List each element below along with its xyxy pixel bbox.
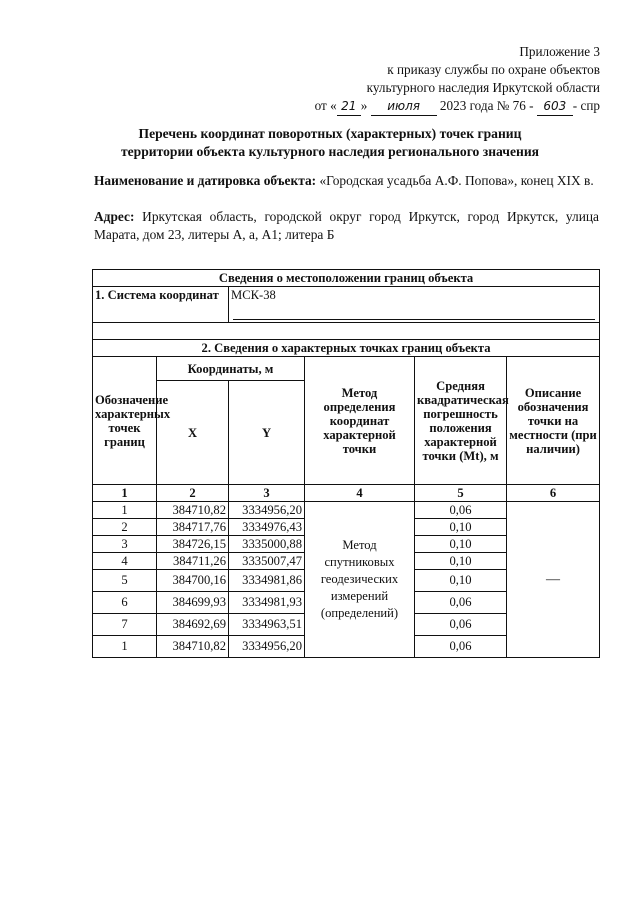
date-prefix: от « [314,98,337,113]
address-label: Адрес: [94,209,135,224]
x-cell: 384692,69 [157,614,229,636]
object-name [94,172,599,190]
col-x-header: X [157,381,229,485]
y-cell: 3335000,88 [229,536,305,553]
col-number: 2 [157,485,229,502]
col-error-header: Средняя квадратическая погрешность положения характерной точки (Mt), м [415,357,507,485]
order-suffix: - спр [572,98,600,113]
y-cell: 3335007,47 [229,553,305,570]
mt-cell: 0,10 [415,553,507,570]
appendix-header [315,43,600,116]
title-line-1: Перечень координат поворотных (характерных) точек границ [138,126,522,141]
spacer-cell [93,323,600,340]
title-line-2: территории объекта культурного наследия регионального значения [120,144,540,159]
mt-cell: 0,10 [415,519,507,536]
x-cell: 384726,15 [157,536,229,553]
system-value: МСК-38 [231,288,276,302]
y-cell: 3334976,43 [229,519,305,536]
object-name-value: «Городская усадьба А.Ф. Попова», конец XIX в. [319,173,594,188]
mt-cell: 0,10 [415,570,507,592]
col-number: 4 [305,485,415,502]
method-cell: Метод спутниковых геодезических измерений (определений) [305,502,415,658]
point-cell: 1 [93,636,157,658]
section1-title: Сведения о местоположении границ объекта [93,270,600,287]
handwritten-month: июля [371,97,437,116]
point-cell: 1 [93,502,157,519]
handwritten-number: 603 [537,97,573,116]
col-desc-header: Описание обозначения точки на местности (при наличии) [507,357,600,485]
col-number: 1 [93,485,157,502]
system-value-cell [229,287,600,323]
mt-cell: 0,06 [415,636,507,658]
x-cell: 384699,93 [157,592,229,614]
x-cell: 384700,16 [157,570,229,592]
address-value: Иркутская область, городской округ город Иркутск, город Иркутск, улица Марата, дом 23, литеры А, а, А1; литера Б [94,209,599,242]
mt-cell: 0,06 [415,502,507,519]
point-cell: 4 [93,553,157,570]
table-row [93,502,600,519]
col-number: 5 [415,485,507,502]
point-cell: 7 [93,614,157,636]
section1-row [93,270,600,287]
col-method-header: Метод определения координат характерной точки [305,357,415,485]
agency-line: культурного наследия Иркутской области [366,80,600,95]
x-cell: 384710,82 [157,636,229,658]
header-row-1 [93,357,600,381]
appendix-line: Приложение 3 [519,44,600,59]
col-y-header: Y [229,381,305,485]
y-cell: 3334963,51 [229,614,305,636]
spacer-row [93,323,600,340]
mt-cell: 0,06 [415,614,507,636]
section2-title: 2. Сведения о характерных точках границ объекта [93,340,600,357]
handwritten-day: 21 [337,97,361,116]
date-quote: » [360,98,368,113]
y-cell: 3334981,93 [229,592,305,614]
y-cell: 3334981,86 [229,570,305,592]
x-cell: 384711,26 [157,553,229,570]
coordinates-table [92,269,600,658]
mt-cell: 0,06 [415,592,507,614]
point-cell: 3 [93,536,157,553]
x-cell: 384717,76 [157,519,229,536]
point-cell: 5 [93,570,157,592]
col-point-header: Обозначение характерных точек границ [93,357,157,485]
order-date-line [315,97,600,116]
order-year: 2023 года № 76 - [439,98,534,113]
document-title [60,125,600,161]
col-number: 6 [507,485,600,502]
col-coords-header: Координаты, м [157,357,305,381]
object-address [94,208,599,244]
point-cell: 2 [93,519,157,536]
y-cell: 3334956,20 [229,636,305,658]
system-row [93,287,600,323]
y-cell: 3334956,20 [229,502,305,519]
col-number: 3 [229,485,305,502]
desc-cell: — [507,502,600,658]
system-label: 1. Система координат [93,287,229,323]
point-cell: 6 [93,592,157,614]
section2-row [93,340,600,357]
system-underline [233,319,595,320]
order-line: к приказу службы по охране объектов [387,62,600,77]
column-numbers-row [93,485,600,502]
x-cell: 384710,82 [157,502,229,519]
mt-cell: 0,10 [415,536,507,553]
object-name-label: Наименование и датировка объекта: [94,173,317,188]
